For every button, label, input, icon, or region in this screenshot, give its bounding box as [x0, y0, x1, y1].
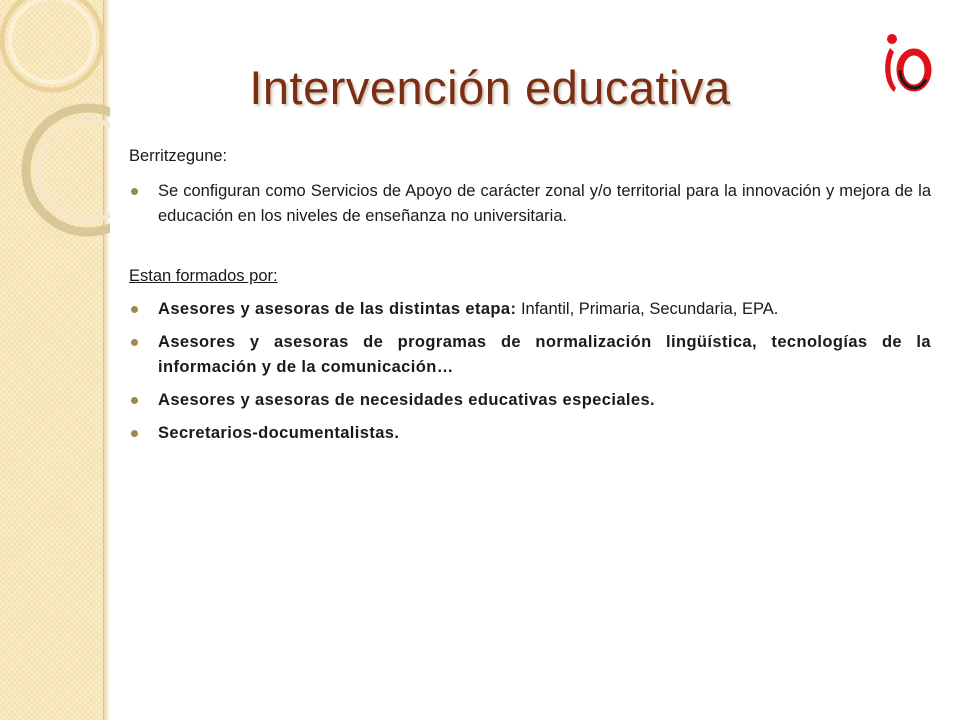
- slide-content: [129, 144, 931, 446]
- list-item: [129, 330, 931, 380]
- bullet-icon: [131, 430, 138, 437]
- intro-list: [129, 179, 931, 229]
- slide-title: Intervención educativa: [249, 61, 731, 114]
- bullet-icon: [131, 188, 138, 195]
- item-bold-text: Secretarios-documentalistas.: [158, 424, 400, 442]
- list-item: [129, 388, 931, 413]
- bullet-icon: [131, 339, 138, 346]
- composition-label: Estan formados por:: [129, 267, 278, 285]
- list-item: [129, 297, 931, 322]
- item-bold-text: Asesores y asesoras de las distintas etapa:: [158, 300, 517, 318]
- bullet-icon: [131, 397, 138, 404]
- institution-logo: [880, 30, 936, 98]
- composition-list: [129, 297, 931, 446]
- item-bold-text: Asesores y asesoras de necesidades educativas especiales.: [158, 391, 656, 409]
- intro-label: Berritzegune:: [129, 147, 228, 165]
- bullet-icon: [131, 306, 138, 313]
- intro-bullet-text: Se configuran como Servicios de Apoyo de carácter zonal y/o territorial para la innovación y mejora de la educación en los niveles de enseñanza no universitaria.: [158, 182, 931, 225]
- list-item: [129, 421, 931, 446]
- decorative-rings: [0, 0, 110, 300]
- item-bold-text: Asesores y asesoras de programas de normalización lingüística, tecnologías de la información y de la comunicación…: [158, 333, 931, 376]
- item-rest-text: Infantil, Primaria, Secundaria, EPA.: [516, 300, 779, 318]
- list-item: [129, 179, 931, 229]
